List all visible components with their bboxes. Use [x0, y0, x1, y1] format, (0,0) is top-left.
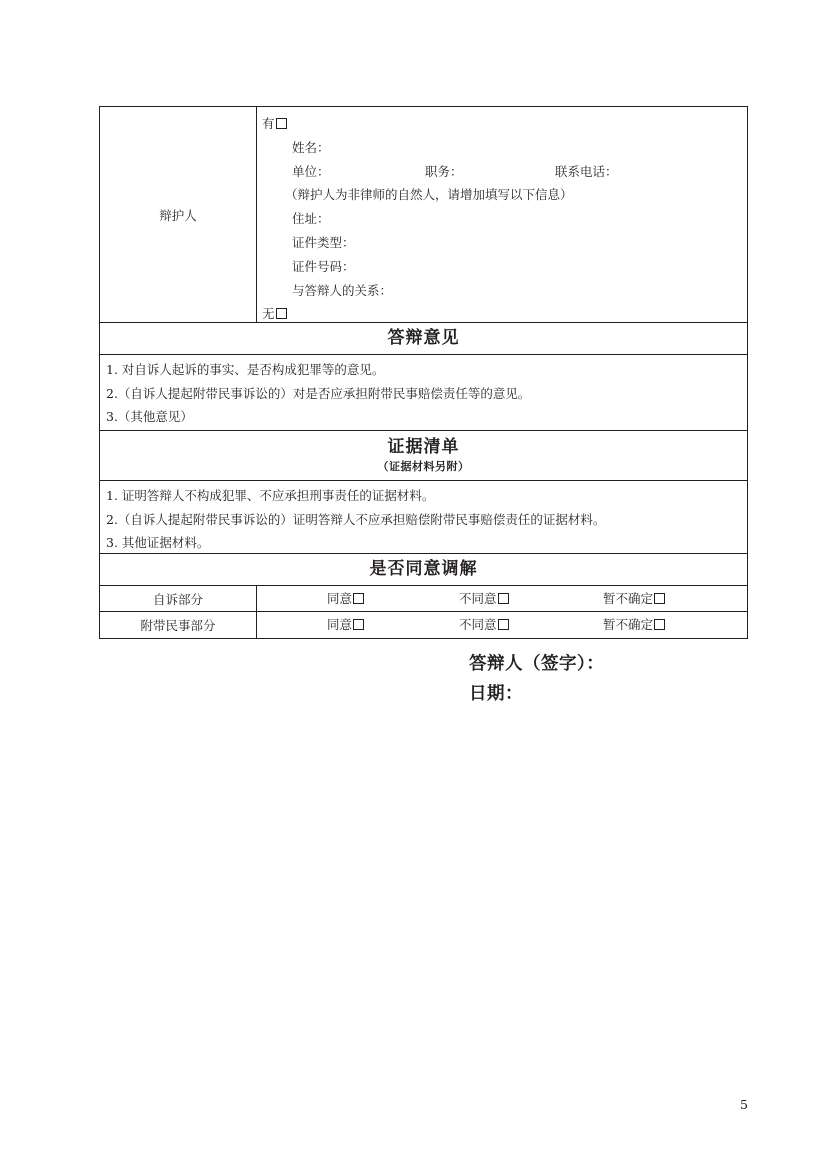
undecided-checkbox[interactable]	[654, 619, 665, 630]
defender-address-field[interactable]: 住址：	[292, 211, 330, 227]
defender-id-number-field[interactable]: 证件号码：	[292, 258, 355, 274]
none-checkbox[interactable]	[276, 308, 287, 319]
list-item: 3.（其他意见）	[106, 409, 193, 424]
defense-opinion-title: 答辩意见	[387, 328, 460, 348]
agree-checkbox[interactable]	[353, 593, 364, 604]
list-item: 2.（自诉人提起附带民事诉讼的）对是否应承担附带民事赔偿责任等的意见。	[106, 385, 531, 401]
undecided-option[interactable]: 暂不确定	[603, 586, 665, 612]
disagree-checkbox[interactable]	[498, 619, 509, 630]
date-field[interactable]: 日期：	[469, 684, 523, 704]
list-item: 1. 证明答辩人不构成犯罪、不应承担刑事责任的证据材料。	[106, 488, 435, 503]
defender-unit-line	[262, 160, 747, 184]
mediation-row-label: 自诉部分	[100, 586, 257, 611]
signer-signature-field[interactable]: 答辩人（签字）：	[469, 654, 605, 674]
mediation-row-civil	[100, 612, 747, 638]
defense-opinion-list[interactable]	[100, 355, 747, 430]
disagree-option[interactable]: 不同意	[459, 612, 509, 638]
undecided-option[interactable]: 暂不确定	[603, 612, 665, 638]
defender-relation-field[interactable]: 与答辩人的关系：	[292, 282, 393, 298]
agree-option[interactable]: 同意	[327, 612, 364, 638]
evidence-body-row	[100, 481, 747, 554]
mediation-header-row	[100, 554, 747, 586]
defender-none-option[interactable]: 无	[262, 302, 747, 326]
list-item: 1. 对自诉人起诉的事实、是否构成犯罪等的意见。	[106, 362, 385, 377]
mediation-options	[257, 586, 747, 611]
defender-label: 辩护人	[100, 107, 257, 322]
defender-position-field[interactable]: 职务：	[425, 163, 463, 179]
evidence-title: 证据清单	[387, 437, 460, 457]
has-checkbox[interactable]	[276, 118, 287, 129]
disagree-checkbox[interactable]	[498, 593, 509, 604]
defense-opinion-body-row	[100, 355, 747, 431]
agree-option[interactable]: 同意	[327, 586, 364, 612]
defender-unit-field[interactable]: 单位：	[292, 163, 330, 179]
evidence-header-row	[100, 431, 747, 481]
defender-has-option[interactable]: 有	[262, 112, 747, 136]
defense-form-table	[99, 106, 748, 639]
defender-details	[257, 107, 747, 322]
agree-checkbox[interactable]	[353, 619, 364, 630]
evidence-subtitle: （证据材料另附）	[377, 460, 470, 473]
list-item: 2.（自诉人提起附带民事诉讼的）证明答辩人不应承担赔偿附带民事赔偿责任的证据材料。	[106, 511, 606, 527]
defender-row	[100, 107, 747, 323]
undecided-checkbox[interactable]	[654, 593, 665, 604]
defender-name-field[interactable]: 姓名：	[292, 139, 330, 155]
mediation-row-private	[100, 586, 747, 612]
defender-id-type-field[interactable]: 证件类型：	[292, 234, 355, 250]
mediation-row-label: 附带民事部分	[100, 612, 257, 638]
evidence-list[interactable]	[100, 481, 747, 553]
mediation-title: 是否同意调解	[369, 559, 478, 579]
defender-note: （辩护人为非律师的自然人，请增加填写以下信息）	[285, 187, 573, 203]
defender-phone-field[interactable]: 联系电话：	[555, 163, 618, 179]
defense-opinion-header-row	[100, 323, 747, 355]
evidence-heading	[100, 431, 747, 480]
page-number: 5	[740, 1097, 748, 1112]
list-item: 3. 其他证据材料。	[106, 535, 210, 550]
disagree-option[interactable]: 不同意	[459, 586, 509, 612]
mediation-options	[257, 612, 747, 638]
